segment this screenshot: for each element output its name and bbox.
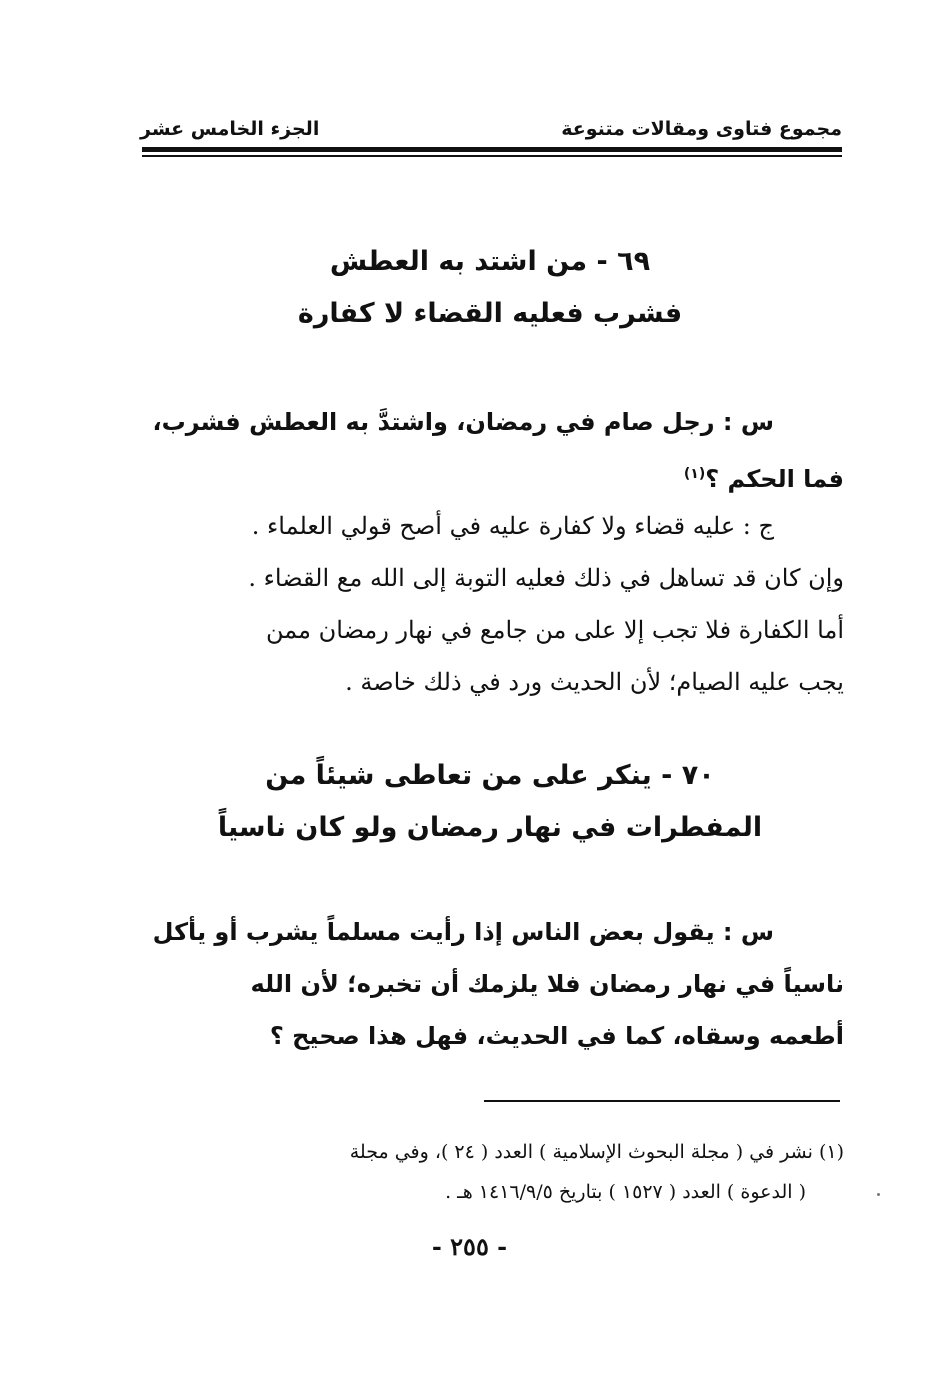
question-line: ناسياً في نهار رمضان فلا يلزمك أن تخبره؛ لأن الله — [250, 970, 844, 998]
heading-line: فشرب فعليه القضاء لا كفارة — [297, 298, 683, 329]
answer-line: أما الكفارة فلا تجب إلا على من جامع في نهار رمضان ممن — [266, 616, 844, 644]
page-number: - ٢٥٥ - — [431, 1232, 508, 1261]
answer-line: وإن كان قد تساهل في ذلك فعليه التوبة إلى الله مع القضاء . — [248, 564, 844, 592]
answer-line: يجب عليه الصيام؛ لأن الحديث ورد في ذلك خاصة . — [345, 668, 844, 696]
volume-title: الجزء الخامس عشر — [140, 118, 320, 140]
footnote-ref: (١) — [683, 466, 706, 482]
footnote-line: ( الدعوة ) العدد ( ١٥٢٧ ) بتاريخ ١٤١٦/٩/٥ هـ . — [445, 1181, 806, 1203]
section-70-heading — [140, 750, 840, 854]
footnote-line: (١) نشر في ( مجلة البحوث الإسلامية ) العدد ( ٢٤ )، وفي مجلة — [349, 1141, 844, 1163]
section-69-answer — [132, 500, 844, 708]
footnote-rule — [484, 1100, 840, 1102]
section-70-question — [132, 906, 844, 1062]
heading-line: المفطرات في نهار رمضان ولو كان ناسياً — [217, 812, 763, 843]
question-text: فما الحكم ؟ — [705, 465, 844, 493]
header-rule-thick — [142, 147, 842, 152]
heading-line: ٦٩ - من اشتد به العطش — [329, 246, 651, 277]
header-rule-thin — [142, 155, 842, 157]
book-title: مجموع فتاوى ومقالات متنوعة — [561, 118, 842, 140]
question-line: س : رجل صام في رمضان، واشتدَّ به العطش فشرب، — [152, 408, 774, 436]
running-header — [140, 108, 842, 140]
heading-line: ٧٠ - ينكر على من تعاطى شيئاً من — [265, 760, 715, 791]
question-line — [132, 448, 844, 505]
question-line: س : يقول بعض الناس إذا رأيت مسلماً يشرب أو يأكل — [152, 918, 774, 946]
section-69-question — [132, 396, 844, 505]
question-line: أطعمه وسقاه، كما في الحديث، فهل هذا صحيح ؟ — [269, 1022, 844, 1050]
answer-line: ج : عليه قضاء ولا كفارة عليه في أصح قولي العلماء . — [251, 512, 774, 540]
scan-speck — [877, 1193, 880, 1196]
section-69-heading — [140, 236, 840, 340]
footnote — [132, 1132, 844, 1212]
